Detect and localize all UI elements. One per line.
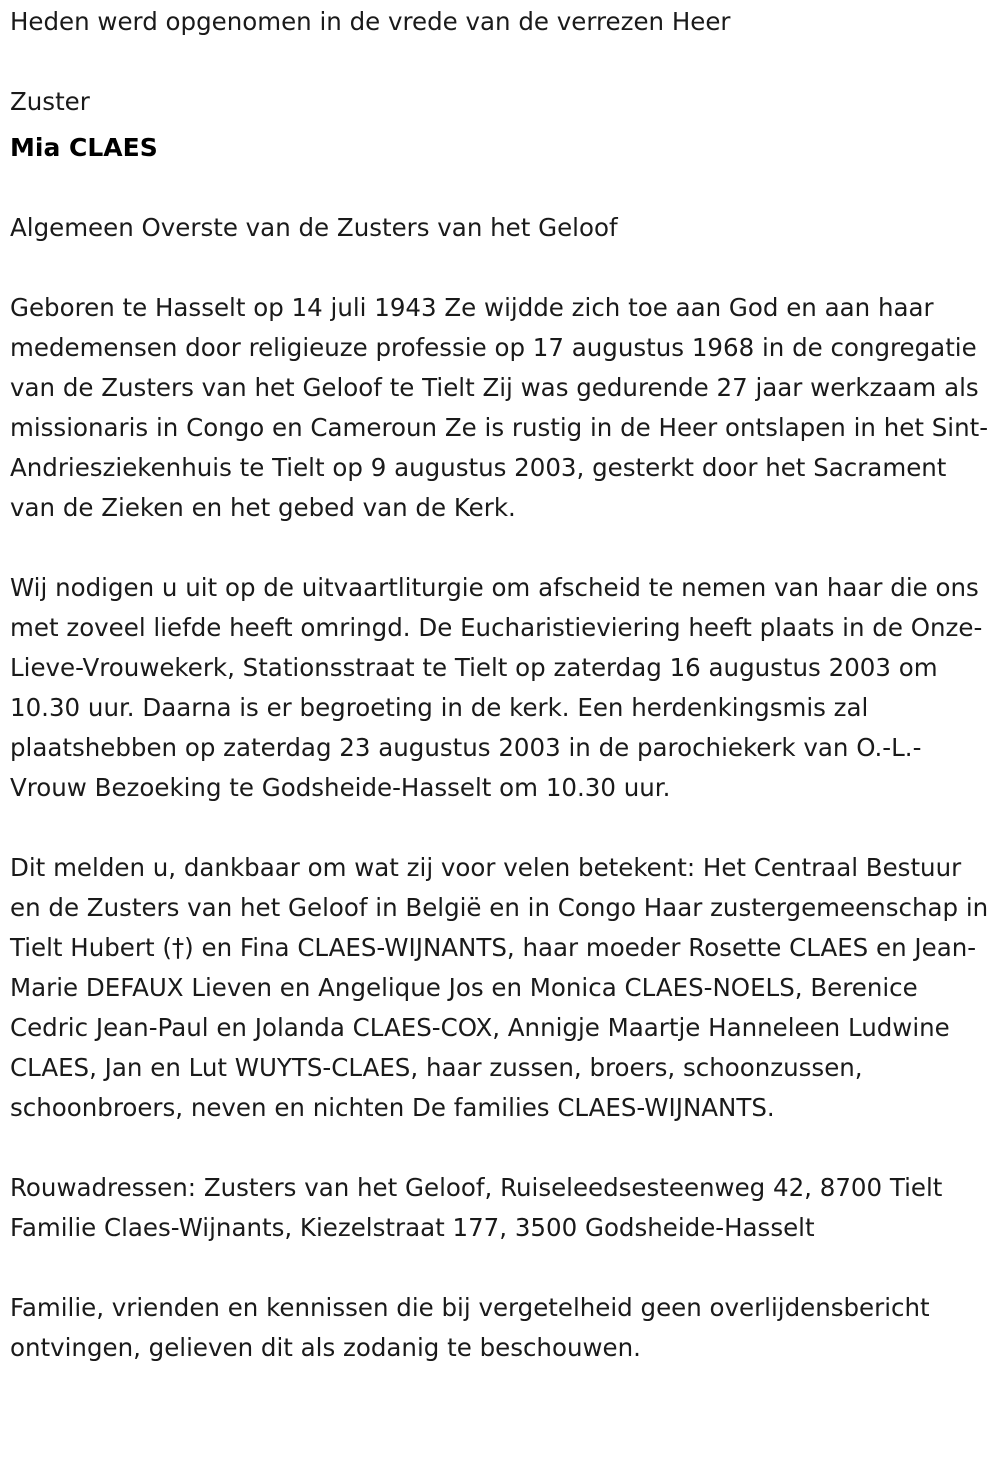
bio-paragraph: Geboren te Hasselt op 14 juli 1943 Ze wijdde zich toe aan God en aan haar medemensen door religieuze professie op 17 augustus 1968 in de congregatie van de Zusters van het Geloof te Tielt Zij was gedurende 27 jaar werkzaam als missionaris in Congo en Cameroun Ze is rustig in de Heer ontslapen in het Sint-Andriesziekenhuis te Tielt op 9 augustus 2003, gesterkt door het Sacrament van de Zieken en het gebed van de Kerk.	[10, 293, 989, 522]
announcement-paragraph: Dit melden u, dankbaar om wat zij voor velen betekent: Het Centraal Bestuur en de Zusters van het Geloof in België en in Congo Haar zustergemeenschap in Tielt Hubert (†) en Fina CLAES-WIJNANTS, haar moeder Rosette CLAES en Jean-Marie DEFAUX Lieven en Angelique Jos en Monica CLAES-NOELS, Berenice Cedric Jean-Paul en Jolanda CLAES-COX, Annigje Maartje Hanneleen Ludwine CLAES, Jan en Lut WUYTS-CLAES, haar zussen, broers, schoonzussen, schoonbroers, neven en nichten De families CLAES-WIJNANTS.	[10, 853, 989, 1122]
invitation-paragraph: Wij nodigen u uit op de uitvaartliturgie om afscheid te nemen van haar die ons met zoveel liefde heeft omringd. De Eucharistieviering heeft plaats in de Onze-Lieve-Vrouwekerk, Stationsstraat te Tielt op zaterdag 16 augustus 2003 om 10.30 uur. Daarna is er begroeting in de kerk. Een herdenkingsmis zal plaatshebben op zaterdag 23 augustus 2003 in de parochiekerk van O.-L.-Vrouw Bezoeking te Godsheide-Hasselt om 10.30 uur.	[10, 573, 983, 802]
addresses-paragraph: Rouwadressen: Zusters van het Geloof, Ruiseleedsesteenweg 42, 8700 Tielt Familie Claes-Wijnants, Kiezelstraat 177, 3500 Godsheide-Hasselt	[10, 1173, 943, 1242]
obituary-notice	[10, 2, 992, 1368]
title-text: Zuster	[10, 87, 90, 116]
closing-paragraph: Familie, vrienden en kennissen die bij vergetelheid geen overlijdensbericht ontvingen, gelieven dit als zodanig te beschouwen.	[10, 1293, 930, 1362]
intro-text: Heden werd opgenomen in de vrede van de verrezen Heer	[10, 7, 731, 36]
role-text: Algemeen Overste van de Zusters van het Geloof	[10, 213, 618, 242]
deceased-name: Mia CLAES	[10, 133, 158, 162]
